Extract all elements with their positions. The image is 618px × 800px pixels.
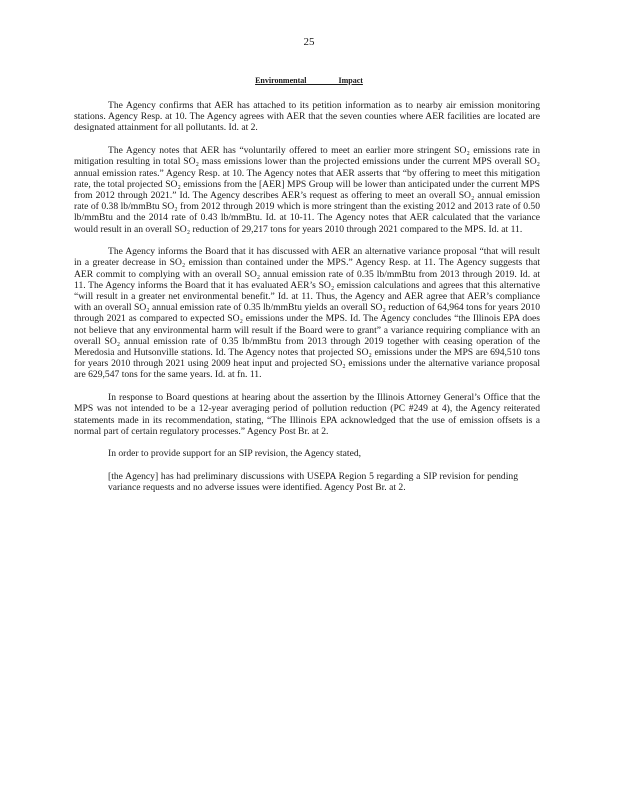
paragraph-alternative-proposal: The Agency informs the Board that it has discussed with AER an alternative variance proposal “that will result in a greater decrease in SO₂ emission than contained under the MPS.” Agency Resp. at 11. The Agency suggests that AER commit to complying with an overall SO₂ annual emission rate of 0.35 lb/mmBtu from 2013 through 2019. Id. at 11. The Agency informs the Board that it has evaluated AER’s SO₂ emission calculations and agrees that this alternative “will result in a greater net environmental benefit.” Id. at 11. Thus, the Agency and AER agree that AER’s compliance with an overall SO₂ annual emission rate of 0.35 lb/mmBtu yields an overall SO₂ reduction of 64,964 tons for years 2010 through 2021 as compared to expected SO₂ emissions under the MPS. Id. The Agency concludes “the Illinois EPA does not believe that any environmental harm will result if the Board were to grant” a variance requiring compliance with an overall SO₂ annual emission rate of 0.35 lb/mmBtu from 2013 through 2019 together with ceasing operation of the Meredosia and Hutsonville stations. Id. The Agency notes that projected SO₂ emissions under the MPS are 694,510 tons for years 2010 through 2021 using 2009 heat input and projected SO₂ emissions under the alternative variance proposal are 629,547 tons for the same years. Id. at fn. 11. <box>74 246 540 381</box>
paragraph-monitoring: The Agency confirms that AER has attached to its petition information as to nearby air emission monitoring stations. Agency Resp. at 10. The Agency agrees with AER that the seven counties where AER facilities are located are designated attainment for all pollutants. Id. at 2. <box>74 100 540 134</box>
section-heading-text: Environmental Impact <box>255 76 363 85</box>
paragraph-hearing-response: In response to Board questions at hearing about the assertion by the Illinois Attorney General’s Office that the MPS was not intended to be a 12-year averaging period of pollution reduction (PC #249 at 4), the Agency reiterated statements made in its recommendation, stating, “The Illinois EPA acknowledged that the use of emission offsets is a normal part of certain regulatory processes.” Agency Post Br. at 2. <box>74 392 540 437</box>
block-quote: [the Agency] has had preliminary discussions with USEPA Region 5 regarding a SIP revision for pending variance requests and no adverse issues were identified. Agency Post Br. at 2. <box>108 471 518 494</box>
document-body <box>74 100 540 494</box>
paragraph-mitigation: The Agency notes that AER has “voluntarily offered to meet an earlier more stringent SO₂ emissions rate in mitigation resulting in total SO₂ mass emissions lower than the projected emissions under the current MPS overall SO₂ annual emission rates.” Agency Resp. at 10. The Agency notes that AER asserts that “by offering to meet this mitigation rate, the total projected SO₂ emissions from the [AER] MPS Group will be lower than anticipated under the current MPS from 2012 through 2021.” Id. The Agency describes AER’s request as offering to meet an overall SO₂ annual emission rate of 0.38 lb/mmBtu SO₂ from 2012 through 2019 which is more stringent than the existing 2012 and 2013 rate of 0.50 lb/mmBtu and the 2014 rate of 0.43 lb/mmBtu. Id. at 10-11. The Agency notes that AER calculated that the variance would result in an overall SO₂ reduction of 29,217 tons for years 2010 through 2021 compared to the MPS. Id. at 11. <box>74 145 540 235</box>
page-number: 25 <box>303 36 315 48</box>
section-heading <box>0 76 618 85</box>
paragraph-sip-support: In order to provide support for an SIP revision, the Agency stated, <box>108 448 362 460</box>
